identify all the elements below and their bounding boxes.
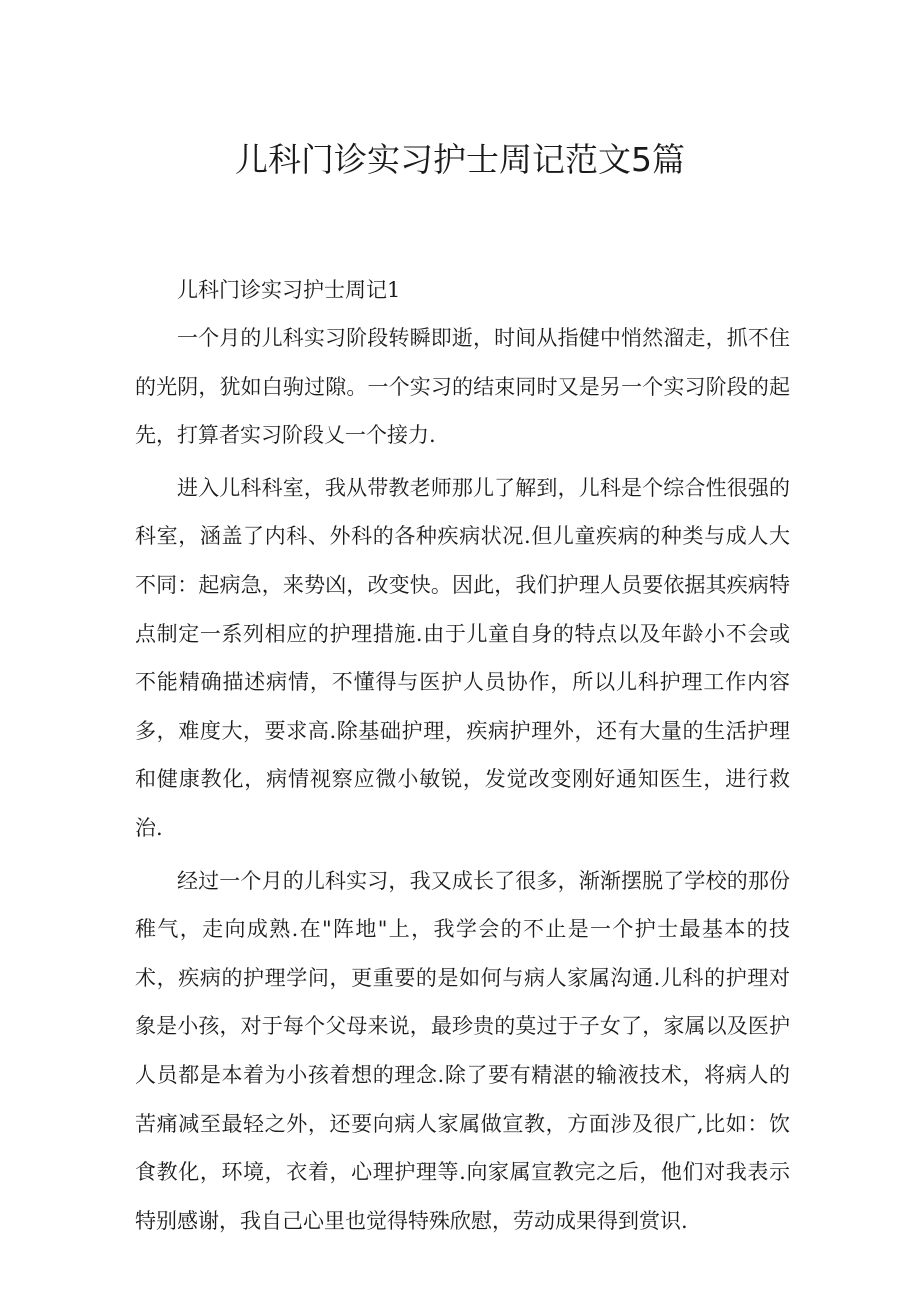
paragraph: 一个月的儿科实习阶段转瞬即逝，时间从指健中悄然溜走，抓不住的光阴，犹如白驹过隙。一个实习的结束同时又是另一个实习阶段的起先，打算者实习阶段乂一个接力. [135, 326, 790, 448]
paragraph: 经过一个月的儿科实习，我又成长了很多，渐渐摆脱了学校的那份稚气，走向成熟.在"阵地"上，我学会的不止是一个护士最基本的技术，疾病的护理学问，更重要的是如何与病人家属沟通.儿科的护理对象是小孩，对于每个父母来说，最珍贵的莫过于子女了，家属以及医护人员都是本着为小孩着想的理念.除了要有精湛的输液技术，将病人的苦痛减至最轻之外，还要向病人家属做宣教，方面涉及很广,比如：饮食教化，环境，衣着，心理护理等.向家属宣教完之后，他们对我表示特别感谢，我自己心里也觉得特殊欣慰，劳动成果得到赏识. [135, 868, 790, 1233]
document-title: 儿科门诊实习护士周记范文5篇 [235, 140, 685, 179]
document-body [135, 266, 790, 1245]
paragraph: 进入儿科科室，我从带教老师那儿了解到，儿科是个综合性很强的科室，涵盖了内科、外科的各种疾病状况.但儿童疾病的种类与成人大不同：起病急，来势凶，改变快。因此，我们护理人员要依据其疾病特点制定一系列相应的护理措施.由于儿童自身的特点以及年龄小不会或不能精确描述病情，不懂得与医护人员协作，所以儿科护理工作内容多，难度大，要求高.除基础护理，疾病护理外，还有大量的生活护理和健康教化，病情视察应微小敏锐，发觉改变刚好通知医生，进行救治. [135, 475, 790, 840]
section-heading: 儿科门诊实习护士周记1 [177, 278, 401, 302]
